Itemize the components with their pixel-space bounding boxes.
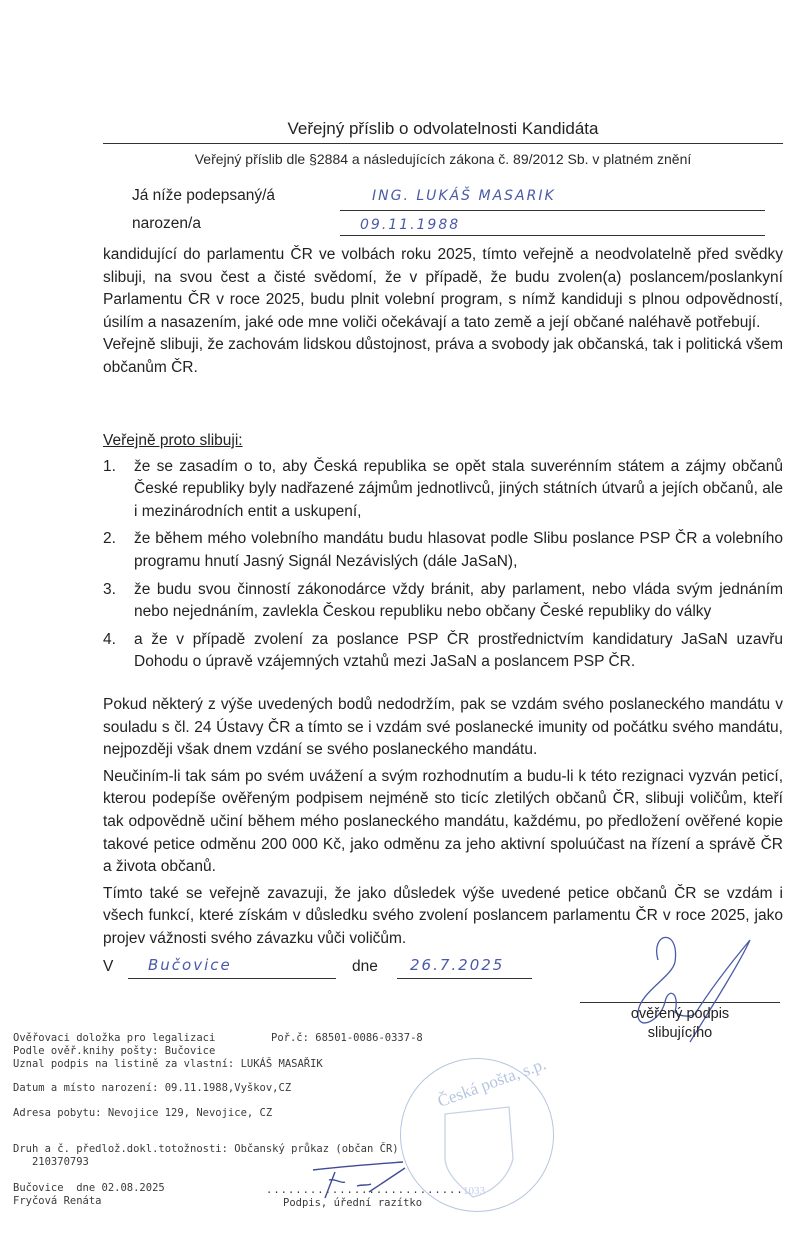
legalization-heading: Ověřovaci doložka pro legalizaci xyxy=(13,1032,216,1044)
birth-label: narozen/a xyxy=(132,215,201,232)
name-value-handwritten: ING. LUKÁŠ MASARIK xyxy=(372,188,556,204)
legalization-id-number: 210370793 xyxy=(13,1156,89,1168)
stamp-number: 1033 xyxy=(463,1185,485,1197)
pledge-item: 2. že během mého volebního mandátu budu hlasovat podle Slibu poslance PSP ČR a volebního programu hnutí Jasný Signál Nezávislých (dále JaSaN), xyxy=(103,530,783,570)
place-line xyxy=(128,978,336,979)
stamp-text: Česká pošta, s.p. xyxy=(435,1054,549,1111)
pledge-item: 4. a že v případě zvolení za poslance PSP ČR prostřednictvím kandidatury JaSaN uzavřu Dohodu o úpravě vzájemných vztahů mezi JaSaN a poslancem PSP ČR. xyxy=(103,630,783,671)
commitment-section xyxy=(103,694,783,951)
legalization-address-line: Adresa pobytu: Nevojice 129, Nevojice, CZ xyxy=(13,1107,273,1119)
official-signature-dots: ........................... xyxy=(266,1184,464,1196)
title-divider xyxy=(103,143,783,144)
pledge-item: 3. že budu svou činností zákonodárce vždy bránit, aby parlament, nebo vláda svým jednáním nebo nejednáním, zavlekla Českou republiku nebo občany České republiky do války xyxy=(103,580,783,621)
birth-value-handwritten: 09.11.1988 xyxy=(360,217,461,233)
name-label: Já níže podepsaný/á xyxy=(132,187,276,204)
official-signature-caption: Podpis, úřední razítko xyxy=(283,1197,423,1209)
signature-caption: ověřený podpis slibujícího xyxy=(630,1006,730,1041)
pledge-list xyxy=(103,456,783,674)
dignity-paragraph: Veřejně slibuji, že zachovám lidskou důstojnost, práva a svobody jak občanská, tak i politická všem občanům ČR. xyxy=(103,336,783,376)
date-value-handwritten: 26.7.2025 xyxy=(410,956,505,974)
pledge-list-lead: Veřejně proto slibuji: xyxy=(103,432,243,449)
legalization-reference: Poř.č: 68501-0086-0337-8 xyxy=(271,1032,423,1044)
petition-paragraph: Neučiním-li tak sám po svém uvážení a svým rozhodnutím a budu-li k této rezignaci vyzván peticí, kterou podepíše ověřeným podpisem nejméně sto ticíc zletilých občanů ČR, slibuji voličům, kteří tak odpovědně učiní během mého poslaneckého mandátu, každému, po předložení ověřené kopie takové petice odměnu 200 000 Kč, jako odměnu za jeho aktivní spoluúčast na řízení a správě ČR a života občanů. xyxy=(103,767,783,876)
legalization-id-doc-line: Druh a č. předlož.dokl.totožnosti: Občanský průkaz (občan ČR) xyxy=(13,1143,399,1155)
date-label: dne xyxy=(352,958,378,975)
legalization-birth-line: Datum a místo narození: 09.11.1988,Vyškov,CZ xyxy=(13,1082,292,1094)
document-title: Veřejný příslib o odvolatelnosti Kandidáta xyxy=(287,119,599,138)
resignation-paragraph: Pokud některý z výše uvedených bodů nedodržím, pak se vzdám svého poslaneckého mandátu v souladu s čl. 24 Ústavy ČR a tímto se i vzdám své poslanecké imunity od počátku svého mandátu, nejpozději však dnem vzdání se svého poslaneckého mandátu. xyxy=(103,696,783,759)
legalization-book-line: Podle ověř.knihy pošty: Bučovice xyxy=(13,1045,216,1057)
name-field-line xyxy=(340,210,765,211)
place-label: V xyxy=(103,958,114,975)
postal-stamp xyxy=(400,1054,554,1212)
legalization-acknowledged-line: Uznal podpis na listině za vlastní: LUKÁŠ MASAŘIK xyxy=(13,1058,323,1070)
intro-paragraph: kandidující do parlamentu ČR ve volbách roku 2025, tímto veřejně a neodvolatelně před svědky slibuji, na svou čest a čisté svědomí, že v případě, že budu zvolen(a) poslancem/poslankyní Parlamentu ČR v roce 2025, budu plnit volební program, s nímž kandiduji s plnou odpovědností, úsilím a nasazením, jaké ode mne voliči očekávají a tato země a její občané naléhavě potřebují. xyxy=(103,246,783,331)
document-body xyxy=(103,244,783,380)
date-line xyxy=(397,978,532,979)
pledge-section xyxy=(103,430,783,679)
pledge-item: 1. že se zasadím o to, aby Česká republika se opět stala suverénním státem a zájmy občanů České republiky byly nadřazené zájmům jednotlivců, jiných státních útvarů a jejích občanů, ale i mezinárodních entit a uskupení, xyxy=(103,457,783,520)
document-subtitle: Veřejný příslib dle §2884 a následujících zákona č. 89/2012 Sb. v platném znění xyxy=(194,151,692,167)
place-value-handwritten: Bučovice xyxy=(148,956,232,974)
functions-paragraph: Tímto také se veřejně zavazuji, že jako důsledek výše uvedené petice občanů ČR se vzdám i všech funkcí, které získám v důsledku svého zvolení poslancem parlamentu ČR v roce 2025, jako projev vážnosti svého závazku vůči voličům. xyxy=(103,884,783,947)
legalization-date-line: Bučovice dne 02.08.2025 xyxy=(13,1182,165,1194)
legalization-officer-name: Fryčová Renáta xyxy=(13,1195,102,1207)
birth-field-line xyxy=(340,235,765,236)
